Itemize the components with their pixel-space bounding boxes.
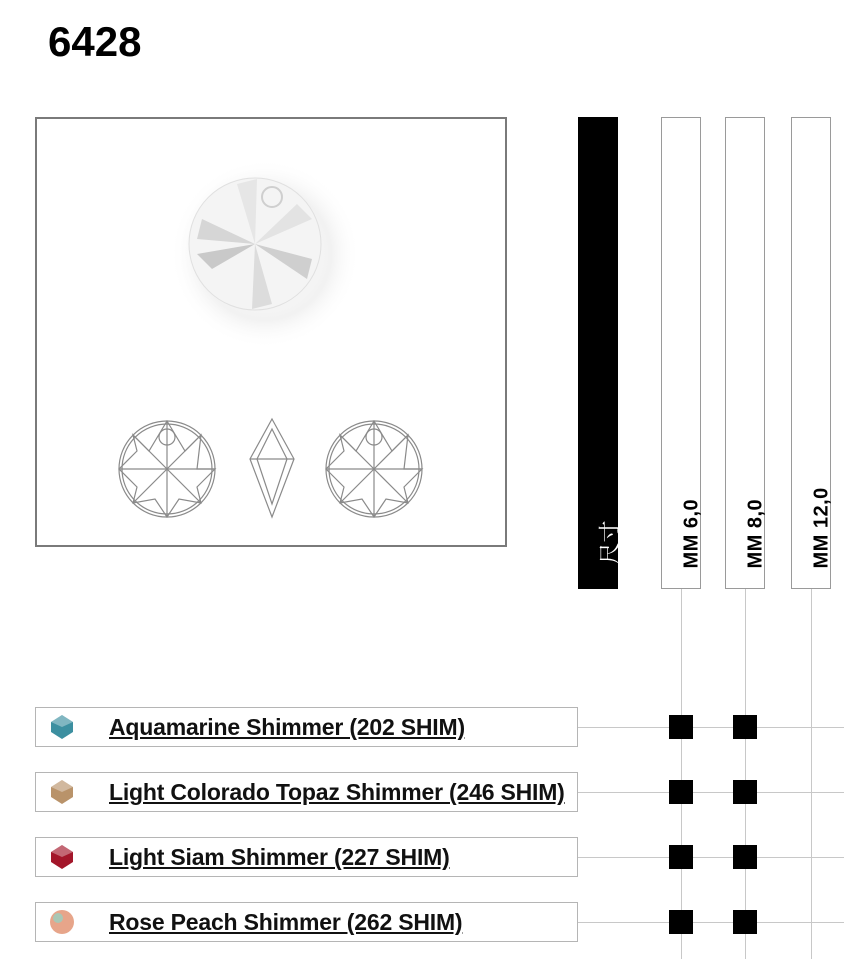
availability-mark	[669, 845, 693, 869]
size-label: MM 6,0	[680, 498, 703, 569]
availability-mark	[669, 715, 693, 739]
gem-color-swatch-icon	[48, 843, 76, 871]
variant-row	[35, 772, 578, 812]
availability-mark	[669, 910, 693, 934]
variant-row	[35, 837, 578, 877]
availability-mark	[669, 780, 693, 804]
variant-link[interactable]: Light Siam Shimmer (227 SHIM)	[109, 844, 450, 870]
row-gridline	[578, 727, 844, 728]
availability-mark	[733, 910, 757, 934]
product-drawing	[37, 119, 505, 545]
size-column-8	[725, 117, 765, 589]
availability-mark	[733, 715, 757, 739]
front-view-drawing	[119, 421, 215, 517]
variant-link[interactable]: Aquamarine Shimmer (202 SHIM)	[109, 714, 465, 740]
row-gridline	[578, 922, 844, 923]
size-header-column	[578, 117, 624, 589]
size-gridline	[745, 589, 746, 959]
size-gridline	[681, 589, 682, 959]
row-gridline	[578, 857, 844, 858]
product-code: 6428	[48, 18, 142, 65]
product-image-panel	[35, 117, 507, 547]
side-view-drawing	[250, 419, 294, 517]
variant-row	[35, 707, 578, 747]
size-label: MM 8,0	[744, 498, 767, 569]
availability-mark	[733, 780, 757, 804]
row-gridline	[578, 792, 844, 793]
variant-link[interactable]: Rose Peach Shimmer (262 SHIM)	[109, 909, 463, 935]
size-column-12	[791, 117, 831, 589]
back-view-drawing	[326, 421, 422, 517]
size-header-label: 尺寸	[598, 520, 624, 565]
crystal-photo	[170, 159, 360, 349]
size-gridline	[811, 589, 812, 959]
size-column-6	[661, 117, 701, 589]
size-label: MM 12,0	[810, 487, 833, 569]
variant-row	[35, 902, 578, 942]
gem-color-swatch-icon	[48, 778, 76, 806]
gem-color-swatch-icon	[48, 908, 76, 936]
availability-mark	[733, 845, 757, 869]
gem-color-swatch-icon	[48, 713, 76, 741]
variant-link[interactable]: Light Colorado Topaz Shimmer (246 SHIM)	[109, 779, 565, 805]
